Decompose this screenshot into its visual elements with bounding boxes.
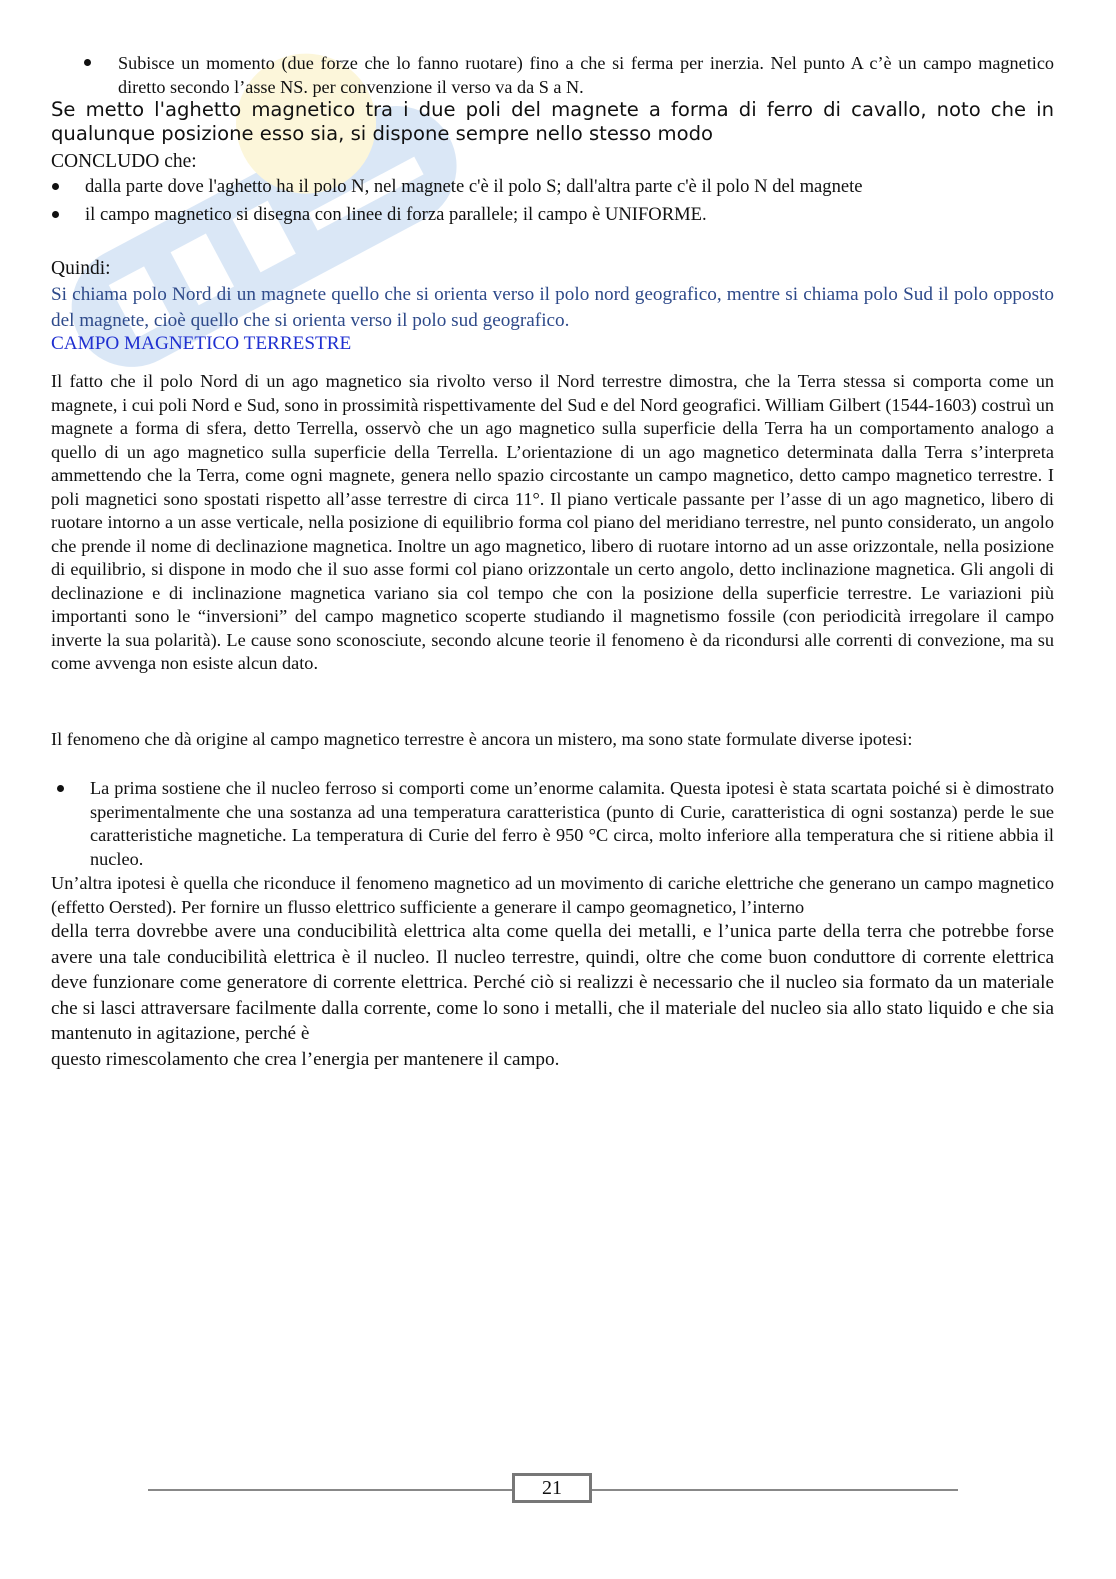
earth-field-text <box>51 370 1054 676</box>
pole-definition-paragraph: Si chiama polo Nord di un magnete quello che si orienta verso il polo nord geografico, mentre si chiama polo Sud il polo opposto del magnete, cioè quello che si orienta verso il polo sud geografico. <box>51 284 1054 331</box>
bullet-dot <box>57 785 64 792</box>
bullet-dot <box>84 59 91 66</box>
hypothesis-bullet-text <box>90 777 1054 871</box>
second-hypothesis-paragraph-a: Un’altra ipotesi è quella che riconduce il fenomeno magnetico ad un movimento di cariche elettriche che generano un campo magnetico (effetto Oersted). Per fornire un flusso elettrico sufficiente a generare il campo geomagnetico, l’interno <box>51 873 1054 917</box>
footer-rule-right <box>592 1489 958 1491</box>
intro-bullet-text <box>118 51 1054 99</box>
quindi-label: Quindi: <box>51 258 111 279</box>
origin-paragraph: Il fenomeno che dà origine al campo magnetico terrestre è ancora un mistero, ma sono state formulate diverse ipotesi: <box>51 729 913 749</box>
footer-rule-left <box>148 1489 512 1491</box>
horseshoe-text <box>51 98 1054 146</box>
origin-text <box>51 727 1054 751</box>
second-hypothesis-paragraph-b: della terra dovrebbe avere una conducibilità elettrica alta come quella dei metalli, e l’unica parte della terra che potrebbe forse avere una tale conducibilità elettrica è il nucleo. Il nucleo terrestre, quindi, oltre che come buon conduttore di corrente elettrica deve funzionare come generatore di corrente elettrica. Perché ciò si realizzi è necessario che il nucleo sia formato da un materiale che si lasci attraversare facilmente dalla corrente, come lo sono i metalli, che il materiale del nucleo sia allo stato liquido e che sia mantenuto in agitazione, perché è <box>51 921 1054 1044</box>
conclusion-item: dalla parte dove l'aghetto ha il polo N, nel magnete c'è il polo S; dall'altra parte c'è il polo N del magnete <box>85 176 863 197</box>
hypothesis-bullet-paragraph: La prima sostiene che il nucleo ferroso si comporti come un’enorme calamita. Questa ipotesi è stata scartata poiché si è dimostrato sperimentalmente che una sostanza ad una temperatura caratteristica (punto di Curie, caratteristica di ogni sostanza) perde le sue caratteristiche magnetiche. La temperatura di Curie del ferro è 950 °C circa, molto inferiore alla temperatura che si ritiene abbia il nucleo. <box>90 778 1054 869</box>
conclusion-label: CONCLUDO che: <box>51 151 197 172</box>
bullet-dot <box>52 183 59 190</box>
bullet-dot <box>52 211 59 218</box>
conclusion-item: il campo magnetico si disegna con linee di forza parallele; il campo è UNIFORME. <box>85 204 707 225</box>
intro-bullet-paragraph: Subisce un momento (due forze che lo fanno ruotare) fino a che si ferma per inerzia. Nel punto A c’è un campo magnetico diretto secondo l’asse NS. per convenzione il verso va da S a N. <box>118 53 1054 97</box>
second-hypothesis-text-continued <box>51 919 1054 1072</box>
earth-field-paragraph: Il fatto che il polo Nord di un ago magnetico sia rivolto verso il Nord terrestre dimostra, che la Terra stessa si comporta come un magnete, i cui poli Nord e Sud, sono in prossimità rispettivamente del Sud e del Nord geografici. William Gilbert (1544-1603) costruì un magnete a forma di sfera, detto Terrella, osservò che un ago magnetico sulla superficie della Terra ha un comportamento analogo a quello di un ago magnetico sulla superficie della Terrella. L’orientazione di un ago magnetico determinata dalla Terra s’interpreta ammettendo che la Terra, come ogni magnete, genera nello spazio circostante un campo magnetico, detto campo magnetico terrestre. I poli magnetici sono spostati rispetto all’asse terrestre di circa 11°. Il piano verticale passante per l’asse di un ago magnetico, libero di ruotare intorno a un asse verticale, nella posizione di equilibrio forma col piano del meridiano terrestre, nel punto considerato, un angolo che prende il nome di declinazione magnetica. Inoltre un ago magnetico, libero di ruotare intorno ad un asse orizzontale, nella posizione di equilibrio, si dispone in modo che il suo asse formi col piano orizzontale un certo angolo, detto inclinazione magnetica. Gli angoli di declinazione e di inclinazione magnetica variano sia col tempo che con la posizione della superficie terrestre. Le variazioni più importanti sono le “inversioni” del campo magnetico scoperte studiando il magnetismo fossile (con periodicità irregolare il campo inverte la sua polarità). Le cause sono sconosciute, secondo alcune teorie il fenomeno è da ricondursi alle correnti di convezione, ma su come avvenga non esiste alcun dato. <box>51 371 1054 673</box>
second-hypothesis-text <box>51 872 1054 919</box>
page-number: 21 <box>512 1473 592 1503</box>
second-hypothesis-paragraph-c: questo rimescolamento che crea l’energia per mantenere il campo. <box>51 1048 560 1070</box>
pole-definition <box>51 282 1054 334</box>
horseshoe-paragraph: Se metto l'aghetto magnetico tra i due poli del magnete a forma di ferro di cavallo, noto che in qualunque posizione esso sia, si dispone sempre nello stesso modo <box>51 98 1054 145</box>
section-title: CAMPO MAGNETICO TERRESTRE <box>51 333 352 354</box>
